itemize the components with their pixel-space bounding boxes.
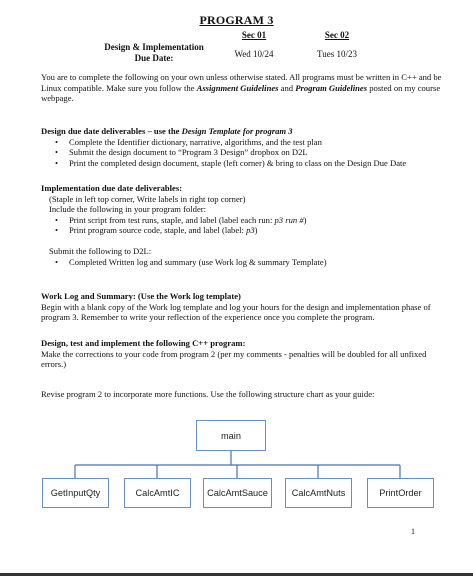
intro-paragraph (41, 72, 443, 104)
list-item (41, 225, 443, 236)
intro-end: posted on my course webpage. (41, 82, 441, 104)
worklog-heading: Work Log and Summary: (Use the Work log template) (41, 291, 241, 301)
design-template-ref: Design Template for program 3 (181, 126, 293, 136)
section-01-name: Sec 01 (241, 30, 267, 40)
page-number: 1 (411, 527, 415, 536)
submit-d2l-note: Submit the following to D2L: (49, 245, 152, 256)
bullet-end: ) (254, 225, 258, 236)
intro-text: You are to complete the following on your own unless otherwise stated. All programs must be written in C++ and be Linux compatible. Make sure you follow the (41, 72, 442, 93)
intro-and: and (278, 82, 296, 93)
page-bottom-rule (0, 573, 473, 576)
design-label-line1: Design & Implementation (104, 42, 204, 52)
test-text: Make the corrections to your code from program 2 (per my comments - penalties will be doubled for all unfixed errors.) (41, 348, 427, 370)
worklog-section (41, 291, 443, 323)
chart-box-calcamtic: CalcAmtIC (124, 478, 191, 508)
assignment-guidelines-ref: Assignment Guidelines (196, 82, 279, 93)
bullet-label: p3 (246, 225, 255, 236)
implementation-heading: Implementation due date deliverables: (41, 183, 183, 193)
list-item (41, 215, 443, 226)
chart-box-main: main (196, 420, 266, 451)
bullet-label: p3 run # (274, 214, 304, 225)
implementation-bullet-list (41, 215, 443, 236)
section-02-date: Tues 10/23 (317, 49, 357, 59)
list-item: • Submit the design document to “Program 3 Design” dropbox on D2L (41, 147, 443, 158)
section-01 (219, 30, 289, 60)
chart-box-calcamtnuts: CalcAmtNuts (285, 478, 352, 508)
list-item: • Complete the Identifier dictionary, narrative, algorithms, and the test plan (41, 137, 443, 148)
implementation-include-note: Include the following in your program folder: (49, 204, 207, 215)
section-01-date: Wed 10/24 (234, 49, 274, 59)
implementation-staple-note: (Staple in left top corner, Write labels in right top corner) (49, 193, 246, 204)
bullet-text: Print program source code, staple, and label (label: (69, 225, 247, 236)
chart-box-getinputqty: GetInputQty (42, 478, 109, 508)
design-label-line2: Due Date: (134, 53, 174, 63)
bullet-text: Print script from test runs, staple, and label (label each run: (69, 214, 275, 225)
section-02-name: Sec 02 (324, 30, 350, 40)
design-section (41, 126, 443, 168)
program-guidelines-ref: Program Guidelines (295, 82, 368, 93)
design-heading-text: Design due date deliverables – use the (41, 126, 182, 136)
design-bullet-list (41, 137, 443, 169)
chart-box-printorder: PrintOrder (367, 478, 434, 508)
design-due-date-label (98, 42, 210, 64)
test-heading: Design, test and implement the following C++ program: (41, 338, 246, 348)
bullet-end: ) (303, 214, 307, 225)
page-title: PROGRAM 3 (199, 13, 274, 27)
section-02 (302, 30, 372, 60)
list-item: • Print the completed design document, staple (left corner) & bring to class on the Design Due Date (41, 158, 443, 169)
implementation-section (41, 183, 443, 267)
submit-bullet-list (41, 257, 443, 268)
chart-box-calcamtsauce: CalcAmtSauce (203, 478, 272, 508)
design-heading (41, 126, 443, 137)
list-item: • Completed Written log and summary (use Work log & summary Template) (41, 257, 443, 268)
revise-paragraph: Revise program 2 to incorporate more functions. Use the following structure chart as your guide: (41, 389, 375, 399)
test-section (41, 338, 443, 370)
worklog-text: Begin with a blank copy of the Work log template and log your hours for the design and implementation phase of program 3. Remember to write your reflection of the experience once you complete the program. (41, 301, 431, 323)
